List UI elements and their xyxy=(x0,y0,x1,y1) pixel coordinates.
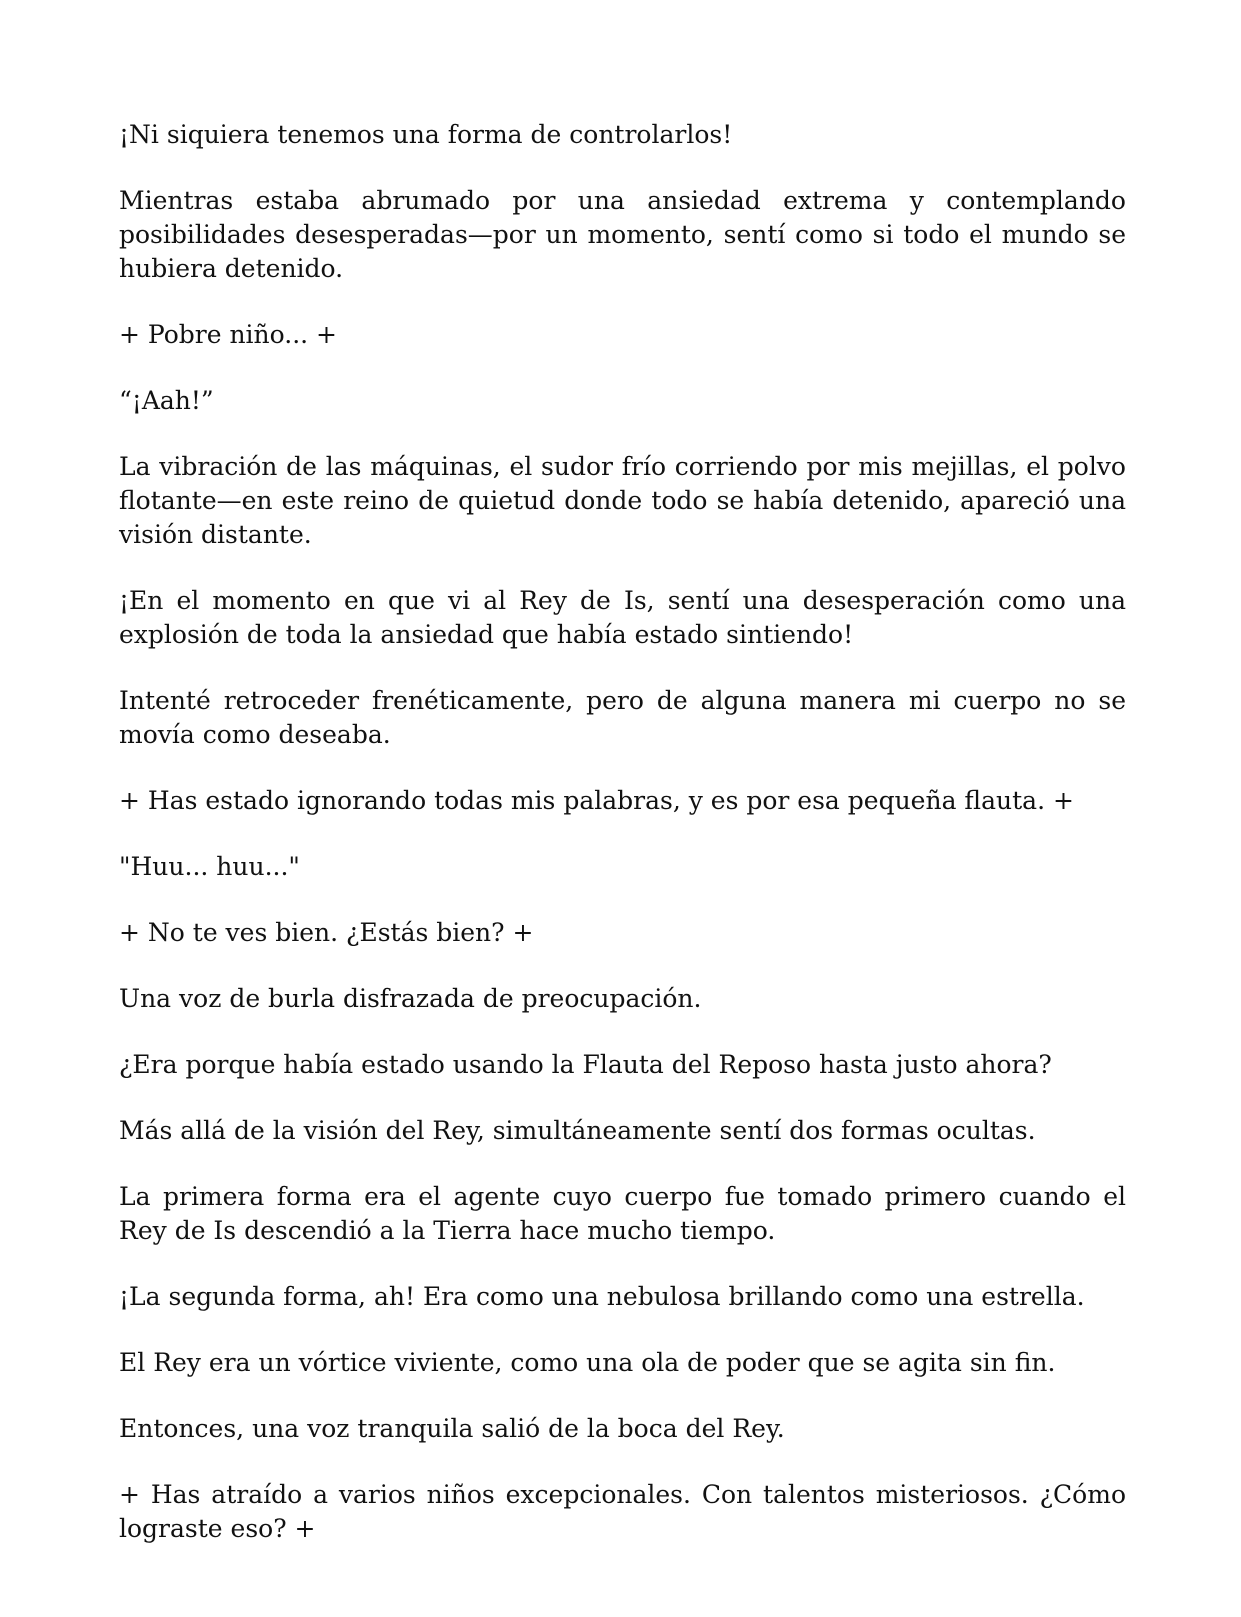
paragraph: + Has estado ignorando todas mis palabras, y es por esa pequeña flauta. + xyxy=(119,786,1074,815)
paragraph: + No te ves bien. ¿Estás bien? + xyxy=(119,918,534,947)
paragraph: ¡La segunda forma, ah! Era como una nebulosa brillando como una estrella. xyxy=(119,1282,1085,1311)
paragraph: ¡En el momento en que vi al Rey de Is, sentí una desesperación como una explosión de toda la ansiedad que había estado sintiendo! xyxy=(119,586,1126,649)
paragraph: La vibración de las máquinas, el sudor frío corriendo por mis mejillas, el polvo flotante—en este reino de quietud donde todo se había detenido, apareció una visión distante. xyxy=(119,452,1126,549)
paragraph: ¿Era porque había estado usando la Flauta del Reposo hasta justo ahora? xyxy=(119,1050,1052,1079)
paragraph: El Rey era un vórtice viviente, como una ola de poder que se agita sin fin. xyxy=(119,1348,1056,1377)
paragraph: “¡Aah!” xyxy=(119,386,214,415)
paragraph: Intenté retroceder frenéticamente, pero de alguna manera mi cuerpo no se movía como deseaba. xyxy=(119,686,1126,749)
document-page xyxy=(119,118,1126,1546)
paragraph: + Has atraído a varios niños excepcionales. Con talentos misteriosos. ¿Cómo lograste eso? + xyxy=(119,1480,1126,1543)
paragraph: La primera forma era el agente cuyo cuerpo fue tomado primero cuando el Rey de Is descendió a la Tierra hace mucho tiempo. xyxy=(119,1182,1126,1245)
paragraph: "Huu... huu..." xyxy=(119,852,300,881)
paragraph: Más allá de la visión del Rey, simultáneamente sentí dos formas ocultas. xyxy=(119,1116,1036,1145)
paragraph: + Pobre niño... + xyxy=(119,320,337,349)
paragraph: Entonces, una voz tranquila salió de la boca del Rey. xyxy=(119,1414,785,1443)
paragraph: ¡Ni siquiera tenemos una forma de controlarlos! xyxy=(119,120,733,149)
paragraph: Mientras estaba abrumado por una ansiedad extrema y contemplando posibilidades desesperadas—por un momento, sentí como si todo el mundo se hubiera detenido. xyxy=(119,186,1126,283)
paragraph: Una voz de burla disfrazada de preocupación. xyxy=(119,984,702,1013)
